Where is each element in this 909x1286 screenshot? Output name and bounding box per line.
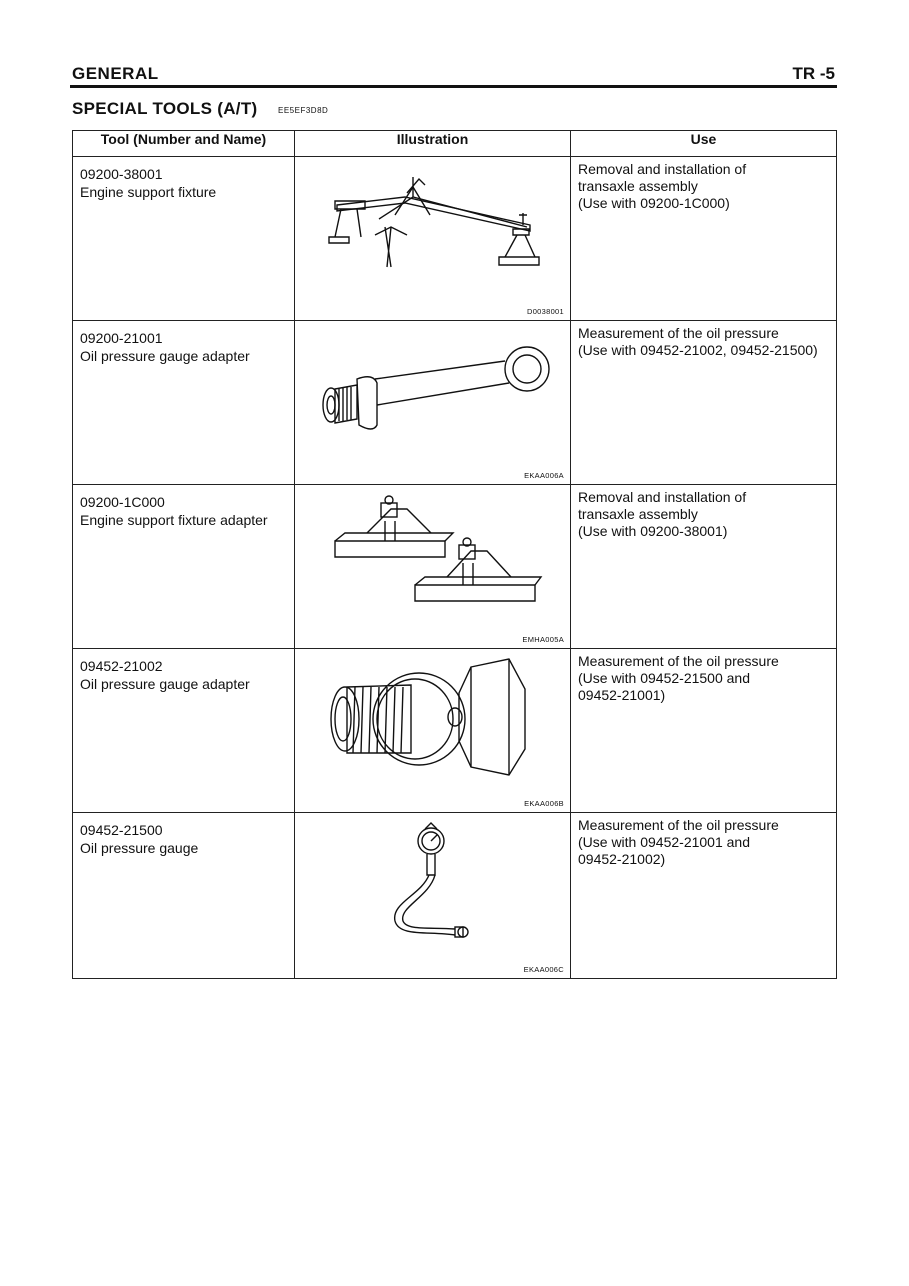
use-cell — [571, 813, 837, 979]
page-number: TR -5 — [792, 64, 835, 83]
tool-number: 09452-21002 — [80, 658, 163, 674]
engine-support-fixture-illustration — [295, 157, 571, 312]
tool-number: 09452-21500 — [80, 822, 163, 838]
use-cell — [571, 649, 837, 813]
column-header-illustration: Illustration — [295, 131, 571, 157]
use-line: Removal and installation of — [578, 161, 747, 177]
table-row — [73, 321, 837, 485]
tool-name: Oil pressure gauge adapter — [80, 676, 250, 692]
tool-cell — [73, 813, 295, 979]
header-rule — [70, 85, 837, 88]
use-line: Measurement of the oil pressure — [578, 325, 779, 341]
fixture-adapter-illustration — [295, 485, 571, 640]
column-header-use: Use — [571, 131, 837, 157]
tool-number: 09200-21001 — [80, 330, 163, 346]
tool-number: 09200-1C000 — [80, 494, 165, 510]
use-line: Removal and installation of — [578, 489, 747, 505]
image-code: EKAA006B — [524, 799, 564, 808]
table-row — [73, 157, 837, 321]
column-header-tool: Tool (Number and Name) — [73, 131, 295, 157]
tool-name: Oil pressure gauge adapter — [80, 348, 250, 364]
use-line: transaxle assembly — [578, 178, 698, 194]
illustration-cell — [295, 813, 571, 979]
tool-name: Oil pressure gauge — [80, 840, 199, 856]
illustration-cell — [295, 157, 571, 321]
use-line: (Use with 09200-1C000) — [578, 195, 730, 211]
page-header — [70, 63, 837, 85]
use-line: (Use with 09452-21002, 09452-21500) — [578, 342, 818, 358]
use-line: Measurement of the oil pressure — [578, 653, 779, 669]
tool-name: Engine support fixture adapter — [80, 512, 268, 528]
image-code: D0038001 — [526, 307, 564, 316]
pressure-gauge-illustration — [295, 813, 571, 970]
use-cell — [571, 485, 837, 649]
hex-adapter-illustration — [295, 649, 571, 804]
use-line: Measurement of the oil pressure — [578, 817, 779, 833]
table-row — [73, 813, 837, 979]
use-line: transaxle assembly — [578, 506, 698, 522]
use-line: (Use with 09452-21001 and — [578, 834, 751, 850]
image-code: EMHA005A — [522, 635, 564, 644]
table-header-row — [73, 131, 837, 157]
page-title: SPECIAL TOOLS (A/T) — [72, 99, 258, 118]
tool-cell — [73, 649, 295, 813]
table-row — [73, 649, 837, 813]
illustration-cell — [295, 649, 571, 813]
section-title: GENERAL — [72, 64, 159, 83]
special-tools-table — [72, 130, 837, 979]
use-line: 09452-21001) — [578, 687, 666, 703]
image-code: EKAA006A — [524, 471, 564, 480]
table-row — [73, 485, 837, 649]
tool-number: 09200-38001 — [80, 166, 163, 182]
document-code: EE5EF3D8D — [278, 106, 329, 115]
illustration-cell — [295, 321, 571, 485]
use-line: (Use with 09452-21500 and — [578, 670, 751, 686]
tool-cell — [73, 321, 295, 485]
tool-cell — [73, 157, 295, 321]
gauge-adapter-banjo-illustration — [295, 321, 571, 476]
illustration-cell — [295, 485, 571, 649]
tool-cell — [73, 485, 295, 649]
image-code: EKAA006C — [523, 965, 564, 974]
tool-name: Engine support fixture — [80, 184, 217, 200]
use-line: (Use with 09200-38001) — [578, 523, 728, 539]
use-cell — [571, 157, 837, 321]
use-line: 09452-21002) — [578, 851, 666, 867]
use-cell — [571, 321, 837, 485]
